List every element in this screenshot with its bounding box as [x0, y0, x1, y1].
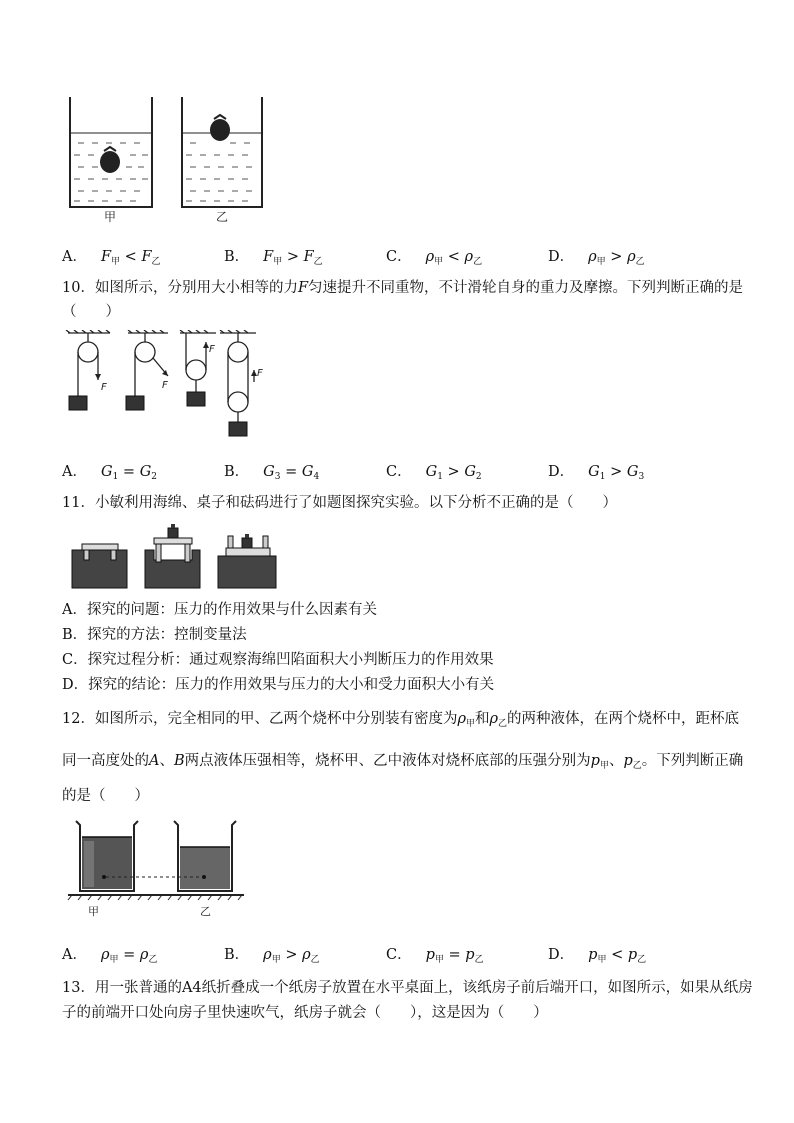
q11-option-a: A．探究的问题：压力的作用效果与什么因素有关 — [62, 602, 377, 618]
q9-option-a: A． $F_甲 < F_乙$ — [62, 249, 161, 267]
q10-stem: 10．如图所示，分别用大小相等的力F匀速提升不同重物，不计滑轮自身的重力及摩擦。下列判断正确的是 — [62, 280, 744, 296]
q9-figure — [60, 95, 270, 225]
q12-option-b: B． $\rho_甲 > \rho_乙$ — [224, 947, 320, 965]
q9-option-c: C． $\rho_甲 < \rho_乙$ — [386, 249, 483, 267]
svg-text:F: F — [162, 380, 168, 391]
q9-option-b: B． $F_甲 > F_乙$ — [224, 249, 323, 267]
label-yi: 乙 — [200, 905, 211, 918]
svg-text:F: F — [209, 344, 215, 355]
q12-beaker-figure — [66, 815, 246, 920]
q12-stem-line3: 的是（ ） — [62, 788, 149, 804]
q10-option-b: B． $G_3 = G_4$ — [224, 464, 320, 482]
strawberry-icon — [100, 151, 120, 173]
q11-option-b: B．探究的方法：控制变量法 — [62, 627, 247, 643]
label-jia: 甲 — [88, 905, 99, 918]
beaker-jia — [70, 97, 152, 224]
q10-option-a: A． $G_1 = G_2$ — [62, 464, 158, 482]
svg-text:F: F — [101, 382, 107, 393]
q11-sponge-figure — [70, 522, 280, 590]
label-yi: 乙 — [216, 210, 229, 224]
q13-stem-line2: 子的前端开口处向房子里快速吹气，纸房子就会（ ），这是因为（ ） — [62, 1005, 548, 1021]
q12-stem-line1: 12．如图所示，完全相同的甲、乙两个烧杯中分别装有密度为$\rho_甲$和$\rho_乙$的两种液体，在两个烧杯中，距杯底 — [62, 711, 740, 729]
label-jia: 甲 — [104, 210, 117, 224]
q12-option-a: A． $\rho_甲 = \rho_乙$ — [62, 947, 158, 965]
q11-stem: 11．小敏利用海绵、桌子和砝码进行了如题图探究实验。以下分析不正确的是（ ） — [62, 495, 617, 511]
q9-option-d: D． $\rho_甲 > \rho_乙$ — [548, 249, 645, 267]
q10-option-c: C． $G_1 > G_2$ — [386, 464, 482, 482]
q12-option-c: C． $p_甲 = p_乙$ — [386, 947, 484, 965]
q12-option-d: D． $p_甲 < p_乙$ — [548, 947, 647, 965]
svg-text:F: F — [257, 368, 263, 379]
q10-answer-blank: （ ） — [62, 304, 120, 320]
strawberry-icon — [210, 119, 230, 141]
q10-option-d: D． $G_1 > G_3$ — [548, 464, 645, 482]
q12-stem-line2: 同一高度处的A、B两点液体压强相等，烧杯甲、乙中液体对烧杯底部的压强分别为$p_甲$、$p_乙$。下列判断正确 — [62, 753, 744, 771]
q13-stem-line1: 13．用一张普通的A4纸折叠成一个纸房子放置在水平桌面上，该纸房子前后端开口，如图所示，如果从纸房 — [62, 980, 753, 996]
beaker-yi — [182, 97, 262, 224]
q10-pulley-figure — [60, 330, 290, 442]
q11-option-c: C．探究过程分析：通过观察海绵凹陷面积大小判断压力的作用效果 — [62, 652, 494, 668]
q11-option-d: D．探究的结论：压力的作用效果与压力的大小和受力面积大小有关 — [62, 677, 495, 693]
